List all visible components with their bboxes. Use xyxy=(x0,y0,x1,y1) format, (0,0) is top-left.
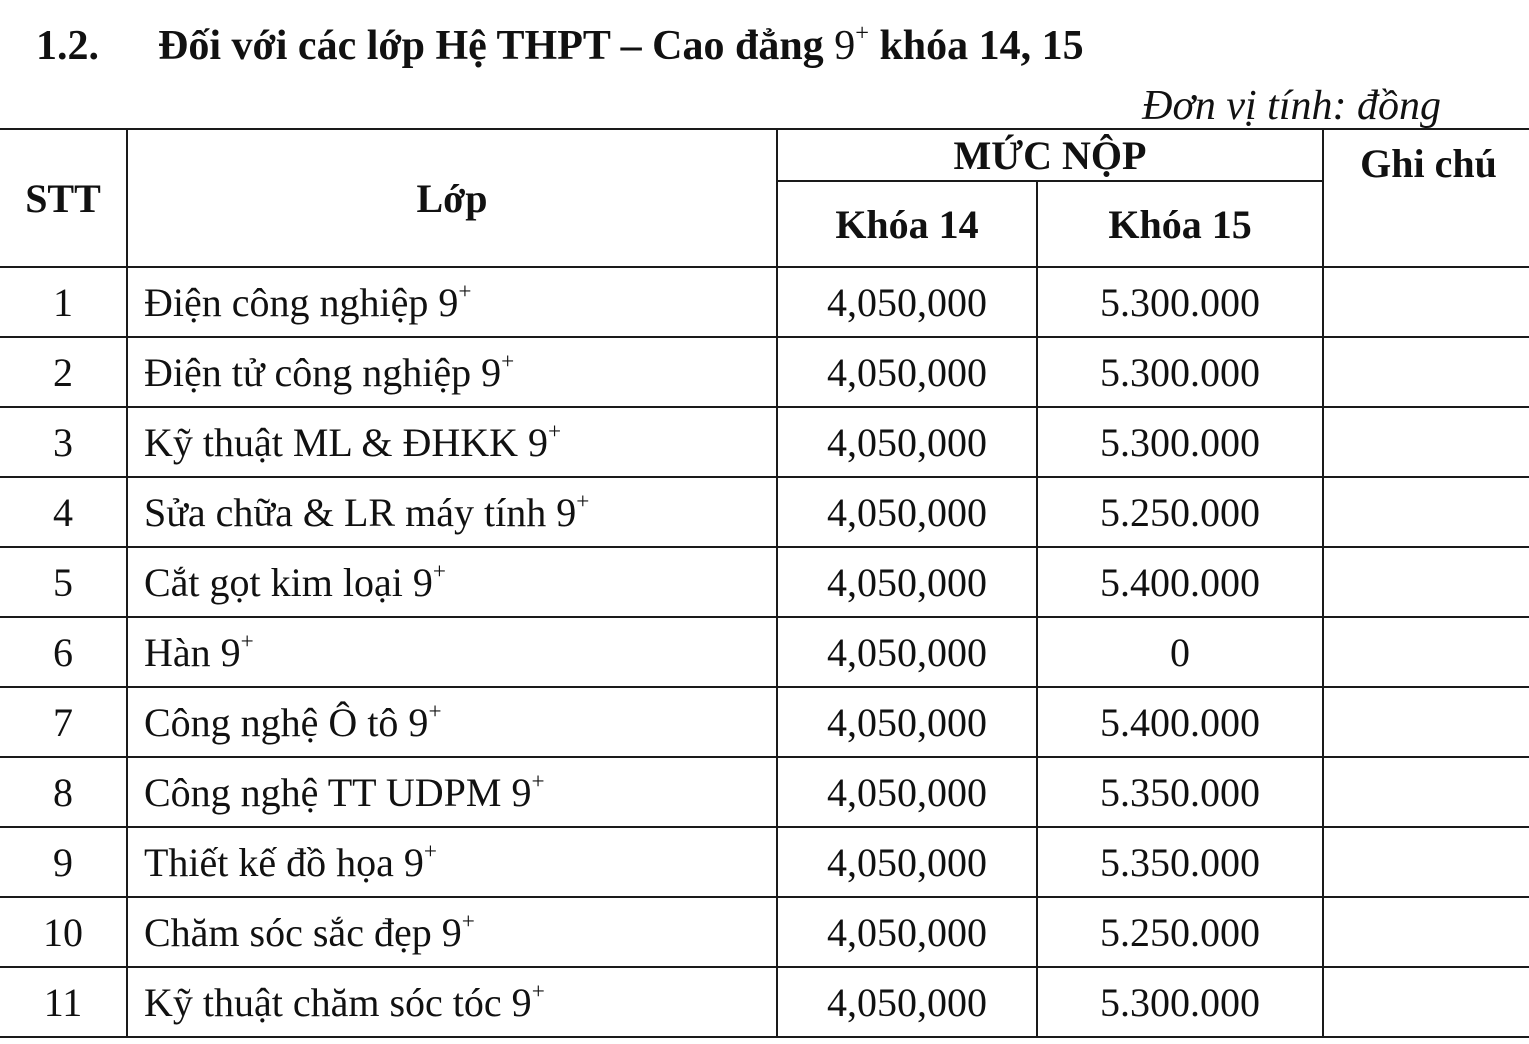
row-khoa-15: 5.350.000 xyxy=(1037,757,1323,827)
row-lop-text: Điện công nghiệp 9 xyxy=(144,279,459,325)
row-ghi-chu xyxy=(1323,407,1529,477)
row-lop-text: Chăm sóc sắc đẹp 9 xyxy=(144,909,462,955)
row-khoa-15: 5.250.000 xyxy=(1037,897,1323,967)
row-stt: 4 xyxy=(0,477,127,547)
row-lop-sup: + xyxy=(531,768,545,795)
row-stt: 2 xyxy=(0,337,127,407)
row-khoa-14: 4,050,000 xyxy=(777,827,1037,897)
row-khoa-15: 5.350.000 xyxy=(1037,827,1323,897)
row-lop xyxy=(127,547,777,617)
unit-note: Đơn vị tính: đồng xyxy=(1142,83,1441,129)
header-stt: STT xyxy=(0,129,127,267)
table-row xyxy=(0,477,1529,547)
row-lop xyxy=(127,407,777,477)
section-title-suffix: khóa 14, 15 xyxy=(868,23,1084,69)
row-khoa-14: 4,050,000 xyxy=(777,757,1037,827)
section-title-nine-base: 9 xyxy=(834,23,856,69)
header-muc-nop: MỨC NỘP xyxy=(777,129,1323,181)
row-lop-sup: + xyxy=(531,978,545,1005)
table-row xyxy=(0,967,1529,1037)
header-ghi-chu: Ghi chú xyxy=(1323,129,1529,267)
section-heading xyxy=(36,19,1084,70)
row-lop-sup: + xyxy=(240,628,254,655)
row-stt: 11 xyxy=(0,967,127,1037)
row-khoa-15: 5.400.000 xyxy=(1037,547,1323,617)
row-lop xyxy=(127,757,777,827)
row-lop-text: Kỹ thuật chăm sóc tóc 9 xyxy=(144,979,532,1025)
header-lop: Lớp xyxy=(127,129,777,267)
row-ghi-chu xyxy=(1323,687,1529,757)
row-khoa-14: 4,050,000 xyxy=(777,967,1037,1037)
fee-table xyxy=(0,128,1529,1038)
table-body xyxy=(0,267,1529,1037)
row-lop-text: Công nghệ TT UDPM 9 xyxy=(144,769,532,815)
row-khoa-14: 4,050,000 xyxy=(777,267,1037,337)
row-stt: 1 xyxy=(0,267,127,337)
header-khoa-15: Khóa 15 xyxy=(1037,181,1323,267)
section-title-nine xyxy=(834,19,869,69)
row-lop-sup: + xyxy=(428,698,442,725)
table-row xyxy=(0,337,1529,407)
row-stt: 10 xyxy=(0,897,127,967)
row-khoa-14: 4,050,000 xyxy=(777,337,1037,407)
table-row xyxy=(0,687,1529,757)
section-title xyxy=(158,19,1084,69)
row-lop-text: Thiết kế đồ họa 9 xyxy=(144,839,424,885)
row-ghi-chu xyxy=(1323,897,1529,967)
row-lop-sup: + xyxy=(576,488,590,515)
row-stt: 7 xyxy=(0,687,127,757)
row-lop xyxy=(127,477,777,547)
header-khoa-14: Khóa 14 xyxy=(777,181,1037,267)
row-khoa-14: 4,050,000 xyxy=(777,477,1037,547)
row-ghi-chu xyxy=(1323,967,1529,1037)
row-ghi-chu xyxy=(1323,757,1529,827)
row-lop xyxy=(127,687,777,757)
table-row xyxy=(0,407,1529,477)
row-ghi-chu xyxy=(1323,477,1529,547)
row-khoa-14: 4,050,000 xyxy=(777,407,1037,477)
row-khoa-14: 4,050,000 xyxy=(777,897,1037,967)
table-row xyxy=(0,617,1529,687)
row-lop-sup: + xyxy=(432,558,446,585)
row-khoa-14: 4,050,000 xyxy=(777,687,1037,757)
row-lop xyxy=(127,827,777,897)
table-row xyxy=(0,757,1529,827)
row-khoa-15: 5.250.000 xyxy=(1037,477,1323,547)
row-khoa-15: 0 xyxy=(1037,617,1323,687)
row-lop-text: Kỹ thuật ML & ĐHKK 9 xyxy=(144,419,549,465)
table-row xyxy=(0,827,1529,897)
table-row xyxy=(0,897,1529,967)
row-khoa-15: 5.300.000 xyxy=(1037,337,1323,407)
row-lop xyxy=(127,617,777,687)
row-lop-sup: + xyxy=(461,908,475,935)
row-stt: 9 xyxy=(0,827,127,897)
row-khoa-15: 5.300.000 xyxy=(1037,407,1323,477)
row-lop-text: Sửa chữa & LR máy tính 9 xyxy=(144,489,577,535)
section-title-sup: + xyxy=(855,19,869,47)
row-lop xyxy=(127,897,777,967)
row-lop-sup: + xyxy=(548,418,562,445)
row-lop-sup: + xyxy=(501,348,515,375)
row-lop-sup: + xyxy=(458,278,472,305)
row-ghi-chu xyxy=(1323,547,1529,617)
section-number: 1.2. xyxy=(36,23,99,69)
row-ghi-chu xyxy=(1323,827,1529,897)
row-lop-text: Điện tử công nghiệp 9 xyxy=(144,349,502,395)
row-ghi-chu xyxy=(1323,617,1529,687)
row-lop-text: Cắt gọt kim loại 9 xyxy=(144,559,433,605)
row-khoa-15: 5.300.000 xyxy=(1037,967,1323,1037)
row-stt: 8 xyxy=(0,757,127,827)
row-khoa-14: 4,050,000 xyxy=(777,617,1037,687)
row-lop xyxy=(127,267,777,337)
row-lop xyxy=(127,967,777,1037)
row-stt: 6 xyxy=(0,617,127,687)
row-khoa-14: 4,050,000 xyxy=(777,547,1037,617)
row-lop-sup: + xyxy=(423,838,437,865)
section-title-part: Đối với các lớp Hệ THPT – Cao đẳng xyxy=(158,23,835,69)
row-lop xyxy=(127,337,777,407)
row-lop-text: Hàn 9 xyxy=(144,629,241,675)
row-ghi-chu xyxy=(1323,267,1529,337)
table-row xyxy=(0,547,1529,617)
row-khoa-15: 5.300.000 xyxy=(1037,267,1323,337)
row-ghi-chu xyxy=(1323,337,1529,407)
row-khoa-15: 5.400.000 xyxy=(1037,687,1323,757)
row-stt: 3 xyxy=(0,407,127,477)
row-lop-text: Công nghệ Ô tô 9 xyxy=(144,699,429,745)
table-row xyxy=(0,267,1529,337)
row-stt: 5 xyxy=(0,547,127,617)
